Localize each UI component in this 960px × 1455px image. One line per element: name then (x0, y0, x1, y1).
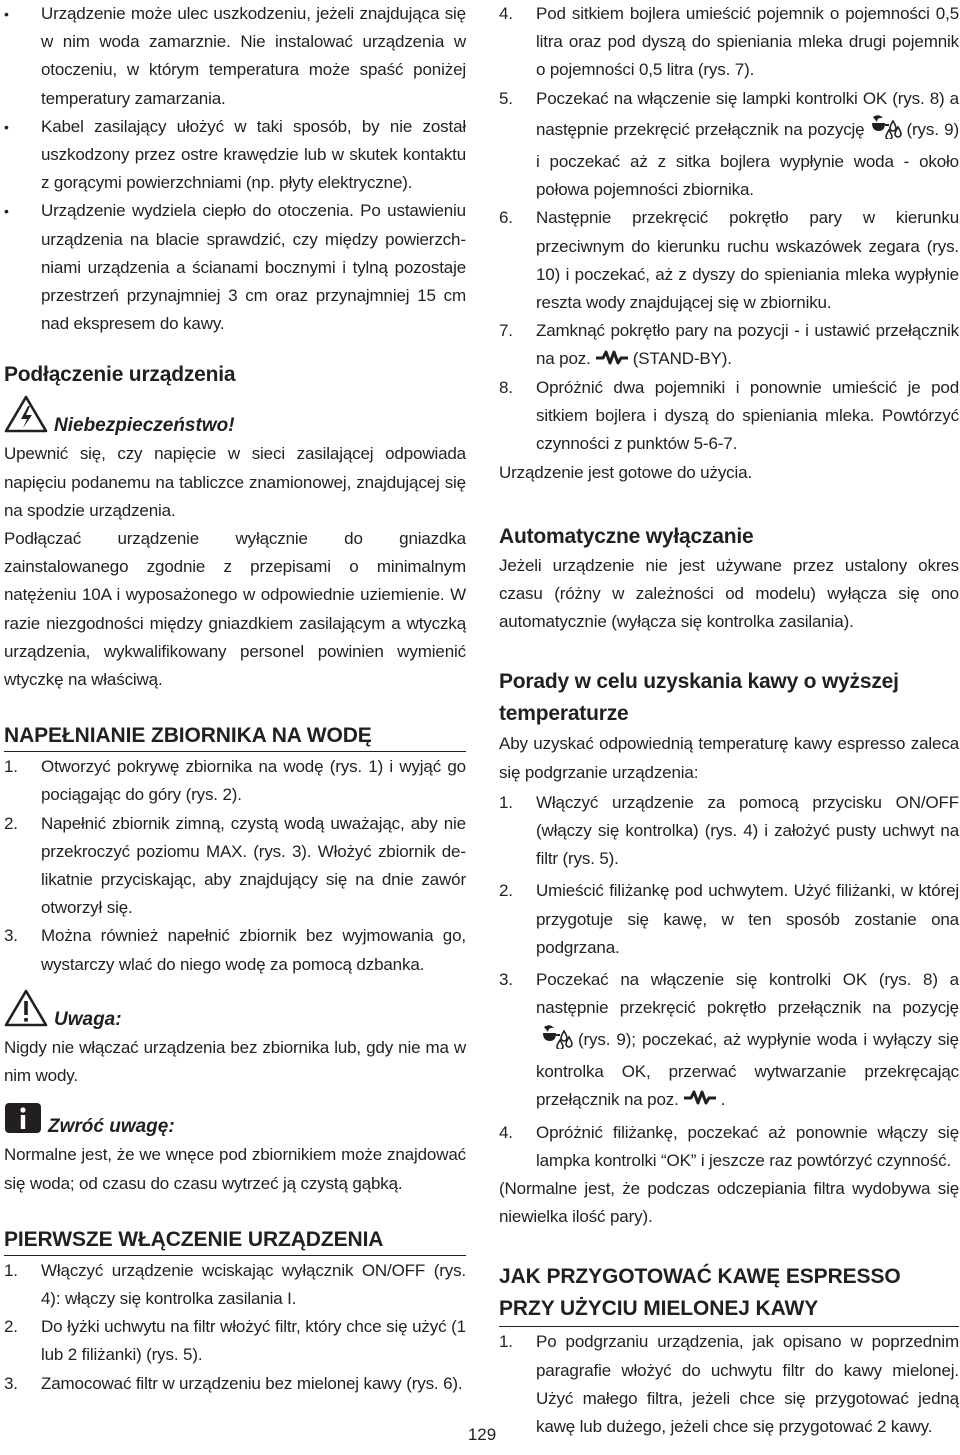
caution-label: Uwaga: (54, 1008, 122, 1030)
step-text: Poczekać na włączenie się kontrolki OK (rys. 8) a następnie przekręcić pokrętło przełącznik na pozycję (536, 970, 959, 1018)
connect-paragraph-2: Podłączać urządzenie wyłącznie do gniazdka zainstalowanego zgodnie z przepisami o minimalnym natężeniu 10A i wyposażonego w odpowiednie uziemienie. W razie niezgodności między gniazdkiem zasilającym a wtyczką urządzenia, wykwalifikowany personel powinien wymienić wtyczkę na właściwą. (4, 529, 466, 690)
electric-hazard-icon (4, 395, 48, 438)
step-text: Opróżnić filiżankę, poczekać aż ponownie włączy się lampka kontrolki “OK” i jeszcze raz powtórzyć czynność. (536, 1122, 959, 1170)
tank-heading: NAPEŁNIANIE ZBIORNIKA NA WODĘ (4, 722, 466, 752)
list-item (499, 1328, 959, 1441)
list-item (4, 810, 466, 923)
step-number: 4. (499, 1122, 513, 1142)
bullet-heat: • Urządzenie wydziela ciepło do otoczenia. Po ustawieniu urządzenia na blacie sprawdzić, czy między powierzchniami urządzenia a ścianami bocznymi i tylną pozostaje przestrzeń przynajmniej 3 cm oraz przynajmniej 15 cm nad ekspresem do kawy. (4, 197, 466, 338)
step-text: Otworzyć pokrywę zbiornika na wodę (rys. 1) i wyjąć go pociągając do góry (rys. 2). (41, 757, 466, 805)
step-text: Opróżnić dwa pojemniki i ponownie umieścić je pod sitkiem bojlera i dyszą do spieniania mleka. Powtórzyć czynności z punktów 5-6-7. (536, 378, 959, 454)
caution-text: Nigdy nie włączać urządzenia bez zbiornika lub, gdy nie ma w nim wody. (4, 1037, 466, 1086)
step-number: 2. (499, 881, 513, 901)
list-item (499, 966, 959, 1114)
step-text: Zamknąć pokrętło pary na pozycji - i ustawić przełącznik na poz. (536, 321, 959, 369)
first-use-steps (4, 1257, 466, 1398)
step-number: 1. (4, 757, 18, 777)
danger-warning (4, 395, 466, 438)
step-number: 3. (4, 926, 18, 946)
hot-water-position-icon (869, 113, 903, 148)
list-item (499, 1119, 959, 1175)
right-column (499, 0, 959, 1441)
standby-zigzag-icon (595, 346, 629, 374)
step-number: 2. (4, 813, 18, 833)
connect-heading: Podłączenie urządzenia (4, 363, 236, 387)
info-note (4, 1102, 466, 1139)
list-item (499, 317, 959, 374)
step-number: 5. (499, 88, 513, 108)
step-text: Można również napełnić zbiornik bez wyjmowania go, wystarczy wlać do niego wodę za pomocą dzbanka. (41, 926, 466, 974)
step-text: Pod sitkiem bojlera umieścić pojemnik o pojemności 0,5 litra oraz pod dyszą do spieniania mleka drugi pojemnik o pojemności 0,5 litra (rys. 7). (536, 4, 959, 80)
first-use-heading: PIERWSZE WŁĄCZENIE URZĄDZENIA (4, 1226, 466, 1256)
exclamation-triangle-icon (4, 989, 48, 1032)
list-item (499, 0, 959, 85)
step-number: 1. (499, 1332, 513, 1352)
espresso-heading: JAK PRZYGOTOWAĆ KAWĘ ESPRESSO PRZY UŻYCIU MIELONEJ KAWY (499, 1261, 959, 1327)
danger-label: Niebezpieczeństwo! (54, 415, 235, 437)
step-number: 2. (4, 1317, 18, 1337)
list-item (4, 1370, 466, 1398)
step-text-after: . (720, 1089, 726, 1109)
ready-text: Urządzenie jest gotowe do użycia. (499, 462, 753, 482)
espresso-steps (499, 1328, 959, 1441)
step-text: Napełnić zbiornik zimną, czystą wodą uważając, aby nie przekroczyć poziomu MAX. (rys. 3). Włożyć zbiornik delikatnie przyciskając, aby znajdujący się na dnie zawór otworzył się. (41, 813, 466, 918)
list-item (499, 374, 959, 459)
step-text: Umieścić filiżankę pod uchwytem. Użyć filiżanki, w której przygotuje się kawę, w ten sposób zostanie ona podgrzana. (536, 881, 959, 957)
safety-bullets (4, 0, 466, 338)
step-number: 7. (499, 321, 513, 341)
step-text: Zamocować filtr w urządzeniu bez mielonej kawy (rys. 6). (41, 1373, 463, 1393)
page-number: 129 (467, 1425, 497, 1444)
step-number: 6. (499, 208, 513, 228)
connect-paragraph-1: Upewnić się, czy napięcie w sieci zasilającej odpowiada napięciu podanemu na tabliczce znamionowej, znajdującej się na spodzie urządzenia. (4, 444, 466, 520)
info-icon (4, 1102, 42, 1139)
auto-off-heading: Automatyczne wyłączanie (499, 524, 754, 548)
step-text: Włączyć urządzenie wciskając wyłącznik ON/OFF (rys. 4): włączy się kontrolka zasilania I. (41, 1260, 466, 1308)
list-item (499, 85, 959, 205)
step-text-after: (STAND-BY). (632, 349, 732, 369)
tips-heading: Porady w celu uzyskania kawy o wyższej temperaturze (499, 670, 899, 726)
list-item (4, 1257, 466, 1313)
step-number: 3. (4, 1373, 18, 1393)
note-text: Normalne jest, że we wnęce pod zbiornikiem może znajdować się woda; od czasu do czasu wytrzeć ją czystą gąbką. (4, 1145, 466, 1193)
tips-intro: Aby uzyskać odpowiednią temperaturę kawy espresso zaleca się podgrzanie urządzenia: (499, 734, 959, 782)
step-text: Po podgrzaniu urządzenia, jak opisano w poprzednim paragrafie włożyć do uchwytu filtr do kawy mielonej. Użyć małego filtra, jeżeli chce się przygotować jedną kawę lub dużego, jeżeli chce się przygotować 2 kawy. (536, 1332, 959, 1436)
list-item (499, 789, 959, 874)
tips-steps (499, 789, 959, 1175)
note-label: Zwróć uwagę: (48, 1116, 175, 1138)
bullet-cable: • Kabel zasilający ułożyć w taki sposób, by nie został uszkodzony przez ostre krawędzie lub w skutek kontaktu z gorącymi powierzchniami (np. płyty elektryczne). (4, 113, 466, 198)
list-item (4, 1313, 466, 1369)
step-text: Następnie przekręcić pokrętło pary w kierunku przeciwnym do kierunku ruchu wskazówek zegara (rys. 10) i poczekać, aż z dyszy do spieniania mleka wypłynie reszta wody znajdującej się w zbiorniku. (536, 208, 959, 313)
step-text-after: (rys. 9) i poczekać aż z sitka bojlera wypłynie woda - około połowa pojemności zbiornika. (536, 119, 960, 200)
step-text: Poczekać na włączenie się lampki kontrolki OK (rys. 8) a następnie przekręcić przełącznik na pozycję (536, 88, 959, 139)
standby-zigzag-icon (683, 1086, 717, 1114)
list-item (499, 204, 959, 317)
left-column (4, 0, 466, 1398)
tips-note: (Normalne jest, że podczas odczepiania filtra wydobywa się niewielka ilość pary). (499, 1178, 959, 1227)
step-number: 4. (499, 4, 513, 23)
step-text-mid: (rys. 9); poczekać, aż wypłynie woda i wyłączy się kontrolka OK, przerwać wytwarzanie przekręcając przełącznik na poz. (536, 1029, 959, 1109)
step-number: 1. (4, 1260, 18, 1280)
caution-warning (4, 989, 466, 1032)
step-number: 1. (499, 792, 513, 812)
list-item (4, 922, 466, 978)
step-number: 8. (499, 378, 513, 398)
bullet-freeze: • Urządzenie może ulec uszkodzeniu, jeżeli znajdująca się w nim woda zamarznie. Nie instalować urządzenia w otoczeniu, w którym temperatura może spaść poniżej temperatury zamarzania. (4, 0, 466, 113)
tank-steps (4, 753, 466, 979)
list-item (499, 877, 959, 962)
auto-off-text: Jeżeli urządzenie nie jest używane przez ustalony okres czasu (różny w zależności od modelu) wyłącza się ono automatycznie (wyłącza się kontrolka zasilania). (499, 555, 959, 632)
first-use-steps-continued (499, 0, 959, 459)
hot-water-position-icon (540, 1023, 574, 1058)
list-item (4, 753, 466, 809)
step-text: Włączyć urządzenie za pomocą przycisku ON/OFF (włączy się kontrolka) (rys. 4) i założyć pusty uchwyt na filtr (rys. 5). (536, 792, 959, 869)
step-number: 3. (499, 970, 513, 990)
step-text: Do łyżki uchwytu na filtr włożyć filtr, który chce się użyć (1 lub 2 filiżanki) (rys. 5). (41, 1317, 466, 1365)
